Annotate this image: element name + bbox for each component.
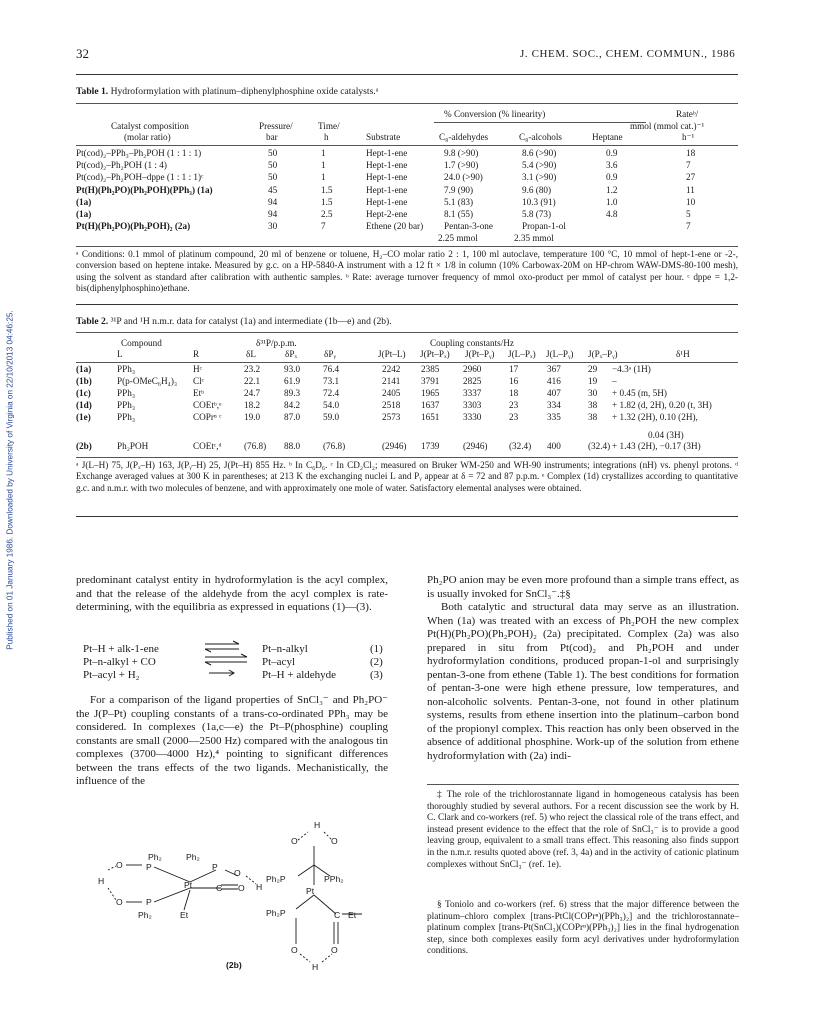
oxygen-label: O xyxy=(234,868,241,878)
page-number: 32 xyxy=(76,46,89,61)
hydrogen-label: H xyxy=(256,882,263,892)
table1-cell-time: 1 xyxy=(321,172,326,183)
table1-group-rule xyxy=(434,122,646,123)
table1-cell-heptane: 3.6 xyxy=(606,160,618,171)
equation-3-number: (3) xyxy=(370,669,383,681)
table1-cell-rate: 5 xyxy=(686,209,691,219)
table1-cell-substrate: Hept-1-ene xyxy=(366,160,408,171)
table2-cell-j5: 407 xyxy=(547,388,561,398)
oxygen-label: O xyxy=(116,897,123,907)
table2-cell-j5: 335 xyxy=(547,412,561,422)
equation-1-left: Pt–H + alk-1-ene xyxy=(83,643,159,655)
table2-cell-dpx: 89.3 xyxy=(284,388,301,398)
table2-cell-j3: 3337 xyxy=(463,388,482,398)
table2-cell-j4: 23 xyxy=(509,412,519,422)
table2-cell-l: PPh₃ xyxy=(117,400,136,410)
table2-sub-j1: J(Pt–L) xyxy=(378,349,406,359)
table1-cell-alcohols: 8.6 (>90) xyxy=(522,148,557,158)
equation-2-left: Pt–n-alkyl + CO xyxy=(83,656,156,668)
table2-cell-j3: (2946) xyxy=(463,441,488,451)
ph2p-label: Ph₂P xyxy=(266,874,286,884)
table2-cell-j2: 1651 xyxy=(421,412,440,422)
table2-cell-dpx: 93.0 xyxy=(284,364,301,374)
table1-col-c8alc: C₈-alcohols xyxy=(519,132,563,142)
table1-cell-rate: 7 xyxy=(686,221,691,232)
right-col-para1: Ph₂PO anion may be even more profound than a simple trans effect, as is usually invoked for SnCl₃⁻.‡§ xyxy=(427,574,739,600)
table2-caption: Table 2. ³¹P and ¹H n.m.r. data for catalyst (1a) and intermediate (1b—e) and (2b). xyxy=(76,316,392,327)
table1-cell-time: 2.5 xyxy=(321,209,333,219)
table2-cell-dpy: 72.4 xyxy=(323,388,340,398)
table2-cell-j6: 19 xyxy=(588,376,598,386)
left-col-para1: predominant catalyst entity in hydroformylation is the acyl complex, and that the release of the aldehyde from the acyl complex is rate-determining, with the equilibria as expressed in equations (1)—(3). xyxy=(76,574,388,613)
ethyl-label: Et xyxy=(180,910,189,920)
table2-end-rule xyxy=(76,516,738,517)
table1-col-substrate: Substrate xyxy=(366,132,401,142)
table1-cell-catalyst: (1a) xyxy=(76,209,92,219)
table1-footnote: ᵃ Conditions: 0.1 mmol of platinum compound, 20 ml of benzene or toluene, H₂–CO molar ratio 2 : 1, 100 ml autoclave, temperature 100 °C, 10 mmol of hept-1-ene or -2-, conversion based on heptene intake. Measured by g.c. on a HP-5840-A instrument with a 12 ft × 1/8 in column (10% Carbowax-20M on HP-chrom WAW-DMS-80-100 mesh), using the solvent as standard after calibration with authentic samples. ᵇ Rate: average turnover frequency of mmol oxo-product per mmol of catalyst per hour. ᶜ dppe = 1,2-bis(diphenylphosphino)ethane. xyxy=(76,249,738,294)
hydrogen-label: H xyxy=(312,962,319,972)
table1-cell-aldehydes: 7.9 (90) xyxy=(444,184,474,195)
right-col-para2: Both catalytic and structural data may serve as an illustration. When (1a) was treated with an excess of Ph₂POH the new complex Pt(H)(Ph₂PO)(Ph₂POH)₂ (2a) precipitated. Complex (2a) was also prepared in situ from Pt(cod)₂ and Ph₂POH and under hydroformylation conditions, produced propan-1-ol and surprisingly pentan-3-one from ethene (Table 1). The best conditions for formation of pentan-3-one were high ethene pressure, low temperatures, and non-alcoholic solvents. Pentan-3-one, not found in other platinum systems, results from ethene insertion into the platinum–carbon bond of the propionyl complex. This reaction has only been observed in the absence of additional phosphine. Work-up of the solution from ethene hydroformylation with (2a) indi- xyxy=(427,601,739,762)
table1-cell-time: 1 xyxy=(321,160,326,171)
table1-cell-rate: 18 xyxy=(686,148,696,158)
ph2-label: Ph₂ xyxy=(148,852,162,862)
table2-cell-j2: 1637 xyxy=(421,400,440,410)
table2-sub-dh: δ¹H xyxy=(676,349,690,359)
table2-sub-j6: J(Pₓ–Pᵧ) xyxy=(588,349,618,359)
table1-cell-heptane: 0.9 xyxy=(606,148,618,158)
oxygen-label: O xyxy=(116,860,123,870)
table2-cell-id: (1a) xyxy=(76,364,92,374)
table1-cell-time: 7 xyxy=(321,221,326,232)
table2-cell-l: P(p-OMeC₆H₄)₃ xyxy=(117,376,178,386)
table2-cell-id: (2b) xyxy=(76,441,92,451)
table2-cell-j4: (32.4) xyxy=(509,441,532,451)
table1-cell-pressure: 94 xyxy=(268,209,278,219)
table1-cell-pressure: 30 xyxy=(268,221,278,232)
table2-cell-j6: (32.4) xyxy=(588,441,611,451)
table1-cell-alcohols: Propan-1-ol xyxy=(522,221,566,232)
hydrogen-label: H xyxy=(314,820,321,830)
table1-cell-aldehydes: 8.1 (55) xyxy=(444,209,474,219)
table1-cell-time: 1 xyxy=(321,148,326,158)
platinum-label: Pt xyxy=(306,886,315,896)
table2-cell-dpy: (76.8) xyxy=(323,441,346,451)
table2-head-shift: δ³¹P/p.p.m. xyxy=(256,338,297,348)
table1-cell-catalyst: Pt(H)(Ph₂PO)(Ph₂POH)₂ (2a) xyxy=(76,221,191,232)
table1-cell-alcohols: 10.3 (91) xyxy=(522,196,556,207)
equation-2-right: Pt–acyl xyxy=(262,656,295,668)
table1-cell-catalyst: Pt(cod)₂–Ph₂POH (1 : 4) xyxy=(76,160,167,171)
table2-cell-j3: 2825 xyxy=(463,376,482,386)
table1-cell-pressure: 50 xyxy=(268,160,278,171)
table2-sub-r: R xyxy=(193,349,200,359)
table2-cell-j2: 1965 xyxy=(421,388,440,398)
table2-cell-j1: 2405 xyxy=(382,388,401,398)
table2-cell-id: (1c) xyxy=(76,388,91,398)
table2-cell-dl: 24.7 xyxy=(244,388,261,398)
table2-extra-dh: 0.04 (3H) xyxy=(648,430,684,440)
table1-col-heptane: Heptane xyxy=(592,132,623,142)
table1-rate-h: h⁻¹ xyxy=(682,132,695,142)
table1-col-catalyst-sub: (molar ratio) xyxy=(124,132,171,142)
table1-col-time: Time/ xyxy=(318,121,340,131)
table2-sub-j5: J(L–Pᵧ) xyxy=(546,349,574,359)
pph2-label: PPh₂ xyxy=(324,874,344,884)
table2-cell-dpx: 88.0 xyxy=(284,441,301,451)
table2-cell-j3: 2960 xyxy=(463,364,482,374)
table1-cell-substrate: Hept-1-ene xyxy=(366,184,408,195)
phosphorus-label: P xyxy=(212,862,218,872)
table2-cell-dpx: 84.2 xyxy=(284,400,301,410)
platinum-label: Pt xyxy=(184,880,193,890)
table2-sub-j4: J(L–Pₓ) xyxy=(508,349,536,359)
equation-3-right: Pt–H + aldehyde xyxy=(262,669,337,681)
table2-cell-id: (1b) xyxy=(76,376,92,386)
oxygen-label: O xyxy=(331,945,338,955)
table2-cell-dpy: 73.1 xyxy=(323,376,340,386)
oxygen-label: O xyxy=(291,836,298,846)
table1-cell-heptane: 1.0 xyxy=(606,196,618,207)
equation-2-number: (2) xyxy=(370,656,383,668)
phosphorus-label: P xyxy=(146,897,152,907)
table1-cell-alcohols: 9.6 (80) xyxy=(522,184,552,195)
table2-cell-r: Hᶜ xyxy=(193,364,202,374)
hydrogen-label: H xyxy=(98,876,105,886)
forward-arrow-icon xyxy=(207,667,237,682)
table2-head-rule xyxy=(76,362,738,363)
table1-cell-catalyst: Pt(cod)₂–Ph₂POH–dppe (1 : 1 : 1)ᶜ xyxy=(76,172,204,183)
table2-cell-r: Etᵇ xyxy=(193,388,205,398)
table2-footnote: ᵃ J(L–H) 75, J(Pₓ–H) 163, J(Pᵧ–H) 25, J(Pt–H) 855 Hz. ᵇ In C₆D₆. ᶜ In CD₂Cl₂; measured on Bruker WM-250 and WH-90 instruments; integrations (nH) vs. phenyl protons. ᵈ Exchange averaged values at 300 K in parentheses; at 213 K the exchanging nuclei L and Pᵧ appear at δ = 72 and 87 p.p.m. ᵉ Complex (1d) crystallizes according to quantitative g.c. and n.m.r. with two molecules of benzene, and with approximately one mole of water. Satisfactory elemental analyses were obtained. xyxy=(76,460,738,493)
table1-cell-pressure: 94 xyxy=(268,196,278,207)
footnote-section: § Toniolo and co-workers (ref. 6) stress that the major difference between the platinum–chloro complex [trans-PtCl(COPrⁿ)(PPh₃)₂] and the trichlorostannate–platinum complex [trans-Pt(SnCl₃)(COPrⁿ)(PPh₃)₂] lies in the final hydrogenation step, since both complexes easily form acyl derivatives under hydroformylation conditions. xyxy=(427,900,739,957)
table2-cell-l: Ph₂POH xyxy=(117,441,149,451)
carbon-label: C xyxy=(216,883,223,893)
ph2-label: Ph₂ xyxy=(138,910,152,920)
table2-cell-l: PPh₃ xyxy=(117,364,136,374)
ethyl-label: Et xyxy=(348,910,357,920)
header-rule xyxy=(76,74,738,75)
table1-cell-aldehydes: Pentan-3-one xyxy=(444,221,493,232)
table2-cell-r: COPrⁿ ᶜ xyxy=(193,412,222,422)
table1-cell-alcohols: 3.1 (>90) xyxy=(522,172,557,183)
table2-cell-dpy: 59.0 xyxy=(323,412,340,422)
table2-sub-dpy: δPᵧ xyxy=(324,349,336,359)
table1-cell-aldehydes: 9.8 (>90) xyxy=(444,148,479,158)
table2-sub-dpx: δPₓ xyxy=(285,349,298,359)
table2-cell-j1: 2518 xyxy=(382,400,401,410)
table2-cell-j2: 1739 xyxy=(421,441,440,451)
equation-1-right: Pt–n-alkyl xyxy=(262,643,308,655)
table2-cell-j1: (2946) xyxy=(382,441,407,451)
table2-cell-dpx: 87.0 xyxy=(284,412,301,422)
footnote-dagger: ‡ The role of the trichlorostannate ligand in homogeneous catalysis has been thoroughly studied by several authors. For a recent discussion see the work by H. C. Clark and co-workers (ref. 5) who reject the classical role of the trans effect, and instead present evidence to the effect that the role of SnCl₃⁻ is to provide a good leaving group, equivalent to a small trans effect. This reasoning also finds support in the n.m.r. results quoted above (ref. 3, 4a) and in the activity of cationic platinum complexes without SnCl₃⁻ (ref. 1e). xyxy=(427,790,739,870)
table1-cell-pressure: 50 xyxy=(268,148,278,158)
table2-cell-j4: 17 xyxy=(509,364,519,374)
table1-cell-pressure: 45 xyxy=(268,184,278,195)
table1-cell-alcohols: 5.4 (>90) xyxy=(522,160,557,171)
table1-rate-head: Rateᵇ/ xyxy=(676,109,699,119)
table1-end-rule xyxy=(76,304,738,305)
equation-3-left: Pt–acyl + H₂ xyxy=(83,669,140,681)
table2-cell-l: PPh₃ xyxy=(117,388,136,398)
table2-cell-id: (1e) xyxy=(76,412,91,422)
table2-cell-id: (1d) xyxy=(76,400,92,410)
table2-cell-j6: 30 xyxy=(588,388,598,398)
table2-cell-j5: 367 xyxy=(547,364,561,374)
sidebar-publication-note: Published on 01 January 1986. Downloaded by University of Virginia on 22/10/2013 04:46:25. xyxy=(5,310,15,650)
oxygen-label: O xyxy=(238,883,245,893)
table1-cell-rate: 7 xyxy=(686,160,691,171)
oxygen-label: O xyxy=(331,836,338,846)
oxygen-label: O xyxy=(291,945,298,955)
table2-cell-dl: 22.1 xyxy=(244,376,261,386)
table2-head-coupling: Coupling constants/Hz xyxy=(430,338,514,348)
table2-cell-j3: 3330 xyxy=(463,412,482,422)
table2-cell-j4: 16 xyxy=(509,376,519,386)
table2-top-rule xyxy=(76,332,738,333)
table2-cell-dl: 18.2 xyxy=(244,400,261,410)
table1-group-conversion: % Conversion (% linearity) xyxy=(444,109,546,119)
table1-cell-time: 1.5 xyxy=(321,184,333,195)
table1-col-pressure: Pressure/ xyxy=(259,121,293,131)
table2-bottom-rule xyxy=(76,457,738,458)
table1-cell-heptane: 1.2 xyxy=(606,184,618,195)
table2-cell-j1: 2242 xyxy=(382,364,401,374)
table2-cell-dl: 19.0 xyxy=(244,412,261,422)
ph2p-label: Ph₂P xyxy=(266,908,286,918)
table2-cell-l: PPh₃ xyxy=(117,412,136,422)
table1-cell-catalyst: Pt(cod)₂–PPh₃–Ph₂POH (1 : 1 : 1) xyxy=(76,148,202,158)
table2-cell-j5: 416 xyxy=(547,376,561,386)
table2-sub-dl: δL xyxy=(246,349,256,359)
table1-cell-substrate: Hept-1-ene xyxy=(366,148,408,158)
table1-cell-substrate: Hept-1-ene xyxy=(366,196,408,207)
table1-col-pressure-unit: bar xyxy=(266,132,278,142)
table1-cell-heptane: 0.9 xyxy=(606,172,618,183)
table1-cell-time: 1.5 xyxy=(321,196,333,207)
table1-cell-catalyst: (1a) xyxy=(76,196,92,207)
carbon-label: C xyxy=(334,910,341,920)
table2-head-compound: Compound xyxy=(121,338,162,348)
table2-cell-dh: + 0.45 (m, 5H) xyxy=(612,388,667,398)
table2-cell-dl: (76.8) xyxy=(244,441,267,451)
table1-cell-pressure: 50 xyxy=(268,172,278,183)
table1-col-catalyst: Catalyst composition xyxy=(111,121,189,131)
table1-cell-heptane: 4.8 xyxy=(606,209,618,219)
table1-cell-rate: 10 xyxy=(686,196,696,207)
equation-1-number: (1) xyxy=(370,643,383,655)
table1-rate-unit: mmol (mmol cat.)⁻¹ xyxy=(630,121,705,131)
table2-cell-dh: + 1.43 (2H), −0.17 (3H) xyxy=(612,441,701,451)
table2-cell-dpx: 61.9 xyxy=(284,376,301,386)
table1-head-rule xyxy=(76,145,738,146)
table1-cell-catalyst: Pt(H)(Ph₂PO)(Ph₂POH)(PPh₃) (1a) xyxy=(76,184,213,195)
table2-sub-l: L xyxy=(117,349,123,359)
table2-cell-j2: 3791 xyxy=(421,376,440,386)
table2-cell-j6: 38 xyxy=(588,412,598,422)
table1-cell-aldehydes: 5.1 (83) xyxy=(444,196,474,207)
table2-cell-j4: 23 xyxy=(509,400,519,410)
table1-cell-alcohols: 5.8 (73) xyxy=(522,209,552,219)
table1-cell-aldehydes: 24.0 (>90) xyxy=(444,172,483,183)
table1-cell-substrate: Hept-2-ene xyxy=(366,209,408,219)
table2-cell-j1: 2573 xyxy=(382,412,401,422)
table1-top-rule xyxy=(76,103,738,104)
table1-cell-aldehydes: 1.7 (>90) xyxy=(444,160,479,171)
table2-cell-dpy: 76.4 xyxy=(323,364,340,374)
table2-cell-j3: 3303 xyxy=(463,400,482,410)
table2-cell-dh: – xyxy=(612,376,617,386)
table1-col-c8ald: C₈-aldehydes xyxy=(439,132,489,142)
phosphorus-label: P xyxy=(146,862,152,872)
table2-cell-j6: 29 xyxy=(588,364,598,374)
structure-label: (2b) xyxy=(226,960,242,970)
table2-cell-j6: 38 xyxy=(588,400,598,410)
table2-cell-r: COEtᵇ,ᵉ xyxy=(193,400,222,410)
table1-extra-ald: 2.25 mmol xyxy=(438,233,478,243)
table1-cell-substrate: Hept-1-ene xyxy=(366,172,408,183)
table1-extra-alc: 2.35 mmol xyxy=(514,233,554,243)
footnote-rule xyxy=(427,784,739,785)
table2-cell-j2: 2385 xyxy=(421,364,440,374)
table2-cell-r: Clᶜ xyxy=(193,376,205,386)
table1-bottom-rule xyxy=(76,246,738,247)
table2-cell-dh: + 1.32 (2H), 0.10 (2H), xyxy=(612,412,698,422)
table1-col-time-unit: h xyxy=(324,132,329,142)
structure-2b-diagram xyxy=(86,810,386,980)
table2-cell-j1: 2141 xyxy=(382,376,401,386)
journal-header: J. CHEM. SOC., CHEM. COMMUN., 1986 xyxy=(520,48,736,60)
table2-cell-j5: 334 xyxy=(547,400,561,410)
ph2-label: Ph₂ xyxy=(186,852,200,862)
table1-caption: Table 1. Hydroformylation with platinum–diphenylphosphine oxide catalysts.ᵃ xyxy=(76,86,379,97)
table1-cell-rate: 11 xyxy=(686,184,695,195)
left-col-para2: For a comparison of the ligand properties of SnCl₃⁻ and Ph₂PO⁻ the J(P–Pt) coupling constants of a trans-co-ordinated PPh₃ may be considered. In complexes (1a,c—e) the Pt–P(phosphine) coupling constants are small (2000—2500 Hz) compared with the analogous tin complexes (3700—4000 Hz),⁴ pointing to significant differences between the trans effects of the two ligands. Mechanistically, the influence of the xyxy=(76,694,388,787)
table2-sub-j2: J(Pt–Pₓ) xyxy=(420,349,450,359)
table1-cell-substrate: Ethene (20 bar) xyxy=(366,221,424,232)
table2-cell-dh: −4.3ᵃ (1H) xyxy=(612,364,651,374)
table2-cell-dpy: 54.0 xyxy=(323,400,340,410)
table2-cell-dl: 23.2 xyxy=(244,364,261,374)
table2-cell-dh: + 1.82 (d, 2H), 0.20 (t, 3H) xyxy=(612,400,712,410)
table2-sub-j3: J(Pt–Pᵧ) xyxy=(465,349,495,359)
table1-cell-rate: 27 xyxy=(686,172,696,183)
table2-cell-j4: 18 xyxy=(509,388,519,398)
table2-cell-j5: 400 xyxy=(547,441,561,451)
table2-cell-r: COEtᶜ,ᵈ xyxy=(193,441,222,451)
